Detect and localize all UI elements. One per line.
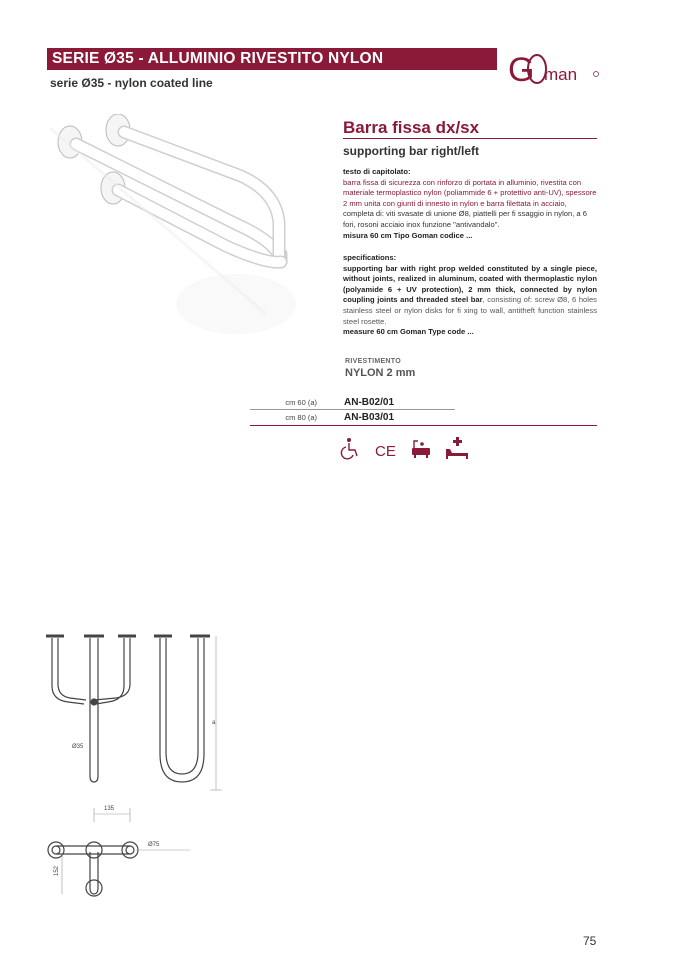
medical-bed-icon: [446, 437, 468, 459]
english-body: [343, 264, 597, 328]
bathtub-icon: [412, 441, 430, 458]
coating-value: NYLON 2 mm: [345, 367, 416, 379]
italian-specification: [343, 167, 597, 241]
series-title: SERIE Ø35 - ALLUMINIO RIVESTITO NYLON: [52, 50, 384, 67]
italian-measure: misura 60 cm Tipo Goman codice ...: [343, 230, 473, 240]
dimension-width: 135: [104, 806, 115, 812]
front-view: [46, 636, 136, 782]
wheelchair-icon: [341, 438, 357, 459]
goman-logo: [508, 47, 600, 93]
title-divider: [343, 138, 597, 139]
english-specification: [343, 253, 597, 338]
ce-mark-icon: [375, 443, 396, 460]
size-label: cm 80 (a): [285, 413, 317, 422]
code-row: [250, 412, 597, 424]
table-bottom-rule: [250, 425, 597, 426]
product-subtitle: supporting bar right/left: [343, 144, 479, 158]
english-measure: measure 60 cm Goman Type code ...: [343, 327, 474, 337]
series-subtitle: serie Ø35 - nylon coated line: [50, 76, 213, 90]
product-code: AN-B03/01: [344, 412, 395, 423]
page-number: 75: [583, 934, 597, 948]
technical-drawing: [40, 626, 240, 908]
size-label: cm 60 (a): [285, 398, 317, 407]
registered-mark: [594, 72, 599, 77]
dimension-a: a: [212, 720, 216, 726]
italian-body-highlight: barra fissa di sicurezza con rinforzo di portata in alluminio, rivestita con materiale termoplastico nylon (poliammide 6 + protettivo anti-UV), spessore 2 mm unita con giunti di innesto in nylon e barra filettata in acciaio,: [343, 177, 597, 208]
italian-heading: testo di capitolato:: [343, 167, 411, 176]
side-view: [154, 636, 222, 790]
coating-label: RIVESTIMENTO: [345, 358, 401, 365]
product-code: AN-B02/01: [344, 397, 395, 408]
logo-text: G: [508, 51, 535, 89]
product-photo: [36, 114, 312, 342]
logo-suffix: man: [544, 65, 578, 84]
certification-icons: [340, 436, 480, 462]
svg-text:CE: CE: [375, 443, 396, 460]
dimension-disc: Ø75: [148, 842, 160, 848]
code-row: [250, 397, 597, 409]
product-title: Barra fissa dx/sx: [343, 118, 480, 137]
italian-body: [343, 178, 597, 231]
row-divider: [250, 409, 455, 410]
top-view: [48, 808, 190, 896]
diameter-label: Ø35: [72, 744, 84, 750]
english-body-bold: supporting bar with right prop welded constituted by a single piece, without joints, realized in aluminum, coated with thermoplastic nylon (polyamide 6 + UV protection), 2 mm thick, connected by nylon coupling joints and threaded steel bar: [343, 263, 597, 305]
english-heading: specifications:: [343, 253, 397, 262]
italian-body-rest: completa di: viti svasate di unione Ø8, piattelli per fi ssaggio in nylon, a 6 fori, rosoni acciaio inox funzione "antivandalo".: [343, 209, 587, 229]
english-body-rest: , consisting of: screw Ø8, 6 holes stainless steel or nylon disks for fi xing to wall, antitheft function stainless steel rosette.: [343, 295, 597, 326]
dimension-height: 152: [54, 865, 60, 876]
